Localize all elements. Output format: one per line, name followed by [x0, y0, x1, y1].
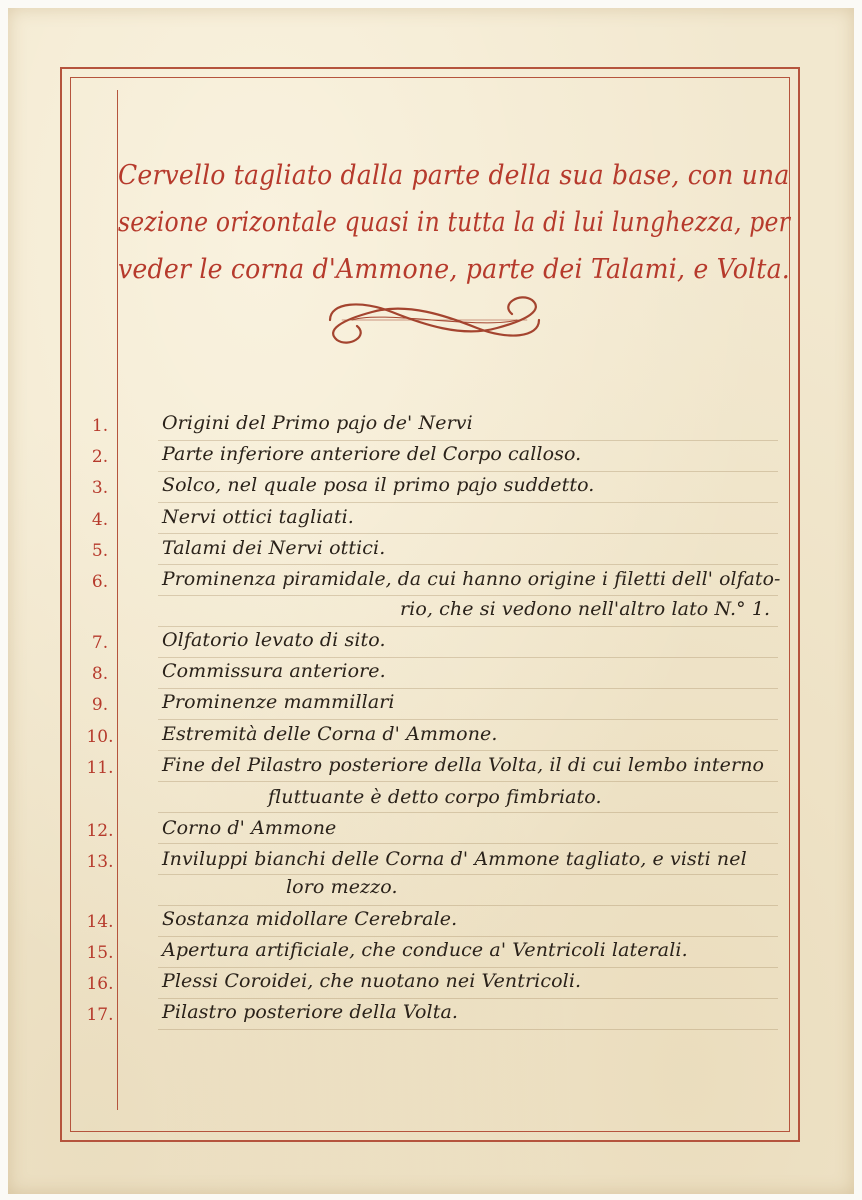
- entry-text-continuation: fluttuante è detto corpo fimbriato.: [268, 786, 602, 808]
- entry-text: Apertura artificiale, che conduce a' Ventricoli laterali.: [162, 939, 688, 961]
- entry-text-continuation: rio, che si vedono nell'altro lato N.° 1.: [400, 598, 771, 620]
- entry-text: Prominenze mammillari: [162, 691, 395, 713]
- entry-number: 15.: [86, 943, 114, 963]
- entry-text: Corno d' Ammone: [162, 817, 337, 839]
- entry-text: Estremità delle Corna d' Ammone.: [162, 723, 498, 745]
- entry-number: 12.: [86, 821, 114, 841]
- title-line-1: Cervello tagliato dalla parte della sua base, con una: [118, 160, 790, 191]
- entry-text: Olfatorio levato di sito.: [162, 629, 386, 651]
- entry-text: Pilastro posteriore della Volta.: [162, 1001, 459, 1023]
- entry-text: Prominenza piramidale, da cui hanno origine i filetti dell' olfato-: [162, 568, 781, 590]
- entry-text: Plessi Coroidei, che nuotano nei Ventricoli.: [162, 970, 582, 992]
- entry-number: 11.: [86, 758, 114, 778]
- entry-number: 13.: [86, 852, 114, 872]
- entry-text: Sostanza midollare Cerebrale.: [162, 908, 458, 930]
- entry-number: 8.: [91, 664, 109, 684]
- entry-text: Nervi ottici tagliati.: [162, 506, 354, 528]
- entry-number: 6.: [91, 572, 109, 592]
- entry-text: Fine del Pilastro posteriore della Volta, il di cui lembo interno: [162, 754, 765, 776]
- entry-text: Parte inferiore anteriore del Corpo calloso.: [162, 443, 582, 465]
- entry-text: Origini del Primo pajo de' Nervi: [162, 412, 473, 434]
- entry-number: 9.: [91, 695, 109, 715]
- entry-number: 14.: [86, 912, 114, 932]
- entry-text: Solco, nel quale posa il primo pajo suddetto.: [162, 474, 595, 496]
- entry-text: Inviluppi bianchi delle Corna d' Ammone tagliato, e visti nel: [162, 848, 747, 870]
- entry-text-continuation: loro mezzo.: [286, 876, 398, 898]
- entry-number: 5.: [91, 541, 109, 561]
- entry-number: 10.: [86, 727, 114, 747]
- entry-number: 17.: [86, 1005, 114, 1025]
- entry-text: Commissura anteriore.: [162, 660, 386, 682]
- entry-number: 1.: [91, 416, 109, 436]
- entry-number: 4.: [91, 510, 109, 530]
- entry-text: Talami dei Nervi ottici.: [162, 537, 386, 559]
- title-line-2: sezione orizontale quasi in tutta la di lui lunghezza, per: [118, 207, 790, 238]
- entry-number: 7.: [91, 633, 109, 653]
- entry-number: 3.: [91, 478, 109, 498]
- entry-number: 2.: [91, 447, 109, 467]
- title-line-3: veder le corna d'Ammone, parte dei Talami, e Volta.: [118, 254, 791, 285]
- entry-number: 16.: [86, 974, 114, 994]
